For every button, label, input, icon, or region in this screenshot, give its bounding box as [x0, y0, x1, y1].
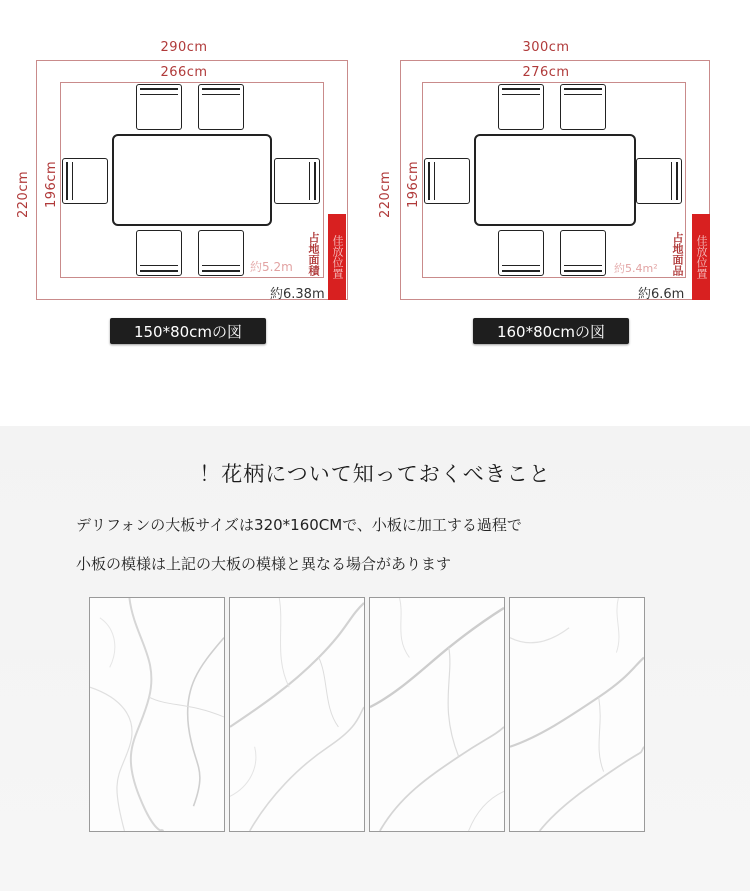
chair-top-right: [198, 84, 244, 130]
inner-depth-label: 196cm: [44, 160, 59, 208]
chair-right: [274, 158, 320, 204]
caption-badge-150x80: 150*80cmの図: [110, 318, 266, 344]
inner-width-label: 266cm: [160, 65, 208, 80]
chair-right: [636, 158, 682, 204]
layout-diagrams-section: [0, 0, 750, 426]
marble-panel-4: [509, 597, 645, 832]
inner-width-label: 276cm: [522, 65, 570, 80]
marble-veins: [90, 598, 224, 831]
inner-depth-label: 196cm: [406, 160, 421, 208]
placement-bar: 佳放位置: [328, 214, 346, 300]
chair-bottom-left: [136, 230, 182, 276]
footprint-label: 占地面積: [307, 232, 320, 276]
outer-depth-label: 220cm: [16, 170, 31, 218]
chair-left: [424, 158, 470, 204]
inner-area-label: 約5.4m²: [614, 262, 658, 275]
caption-badge-160x80: 160*80cmの図: [473, 318, 629, 344]
outer-width-label: 300cm: [522, 40, 570, 55]
marble-panel-1: [89, 597, 225, 832]
outer-area-label: 約6.6m: [638, 287, 685, 302]
marble-veins: [510, 598, 644, 831]
marble-veins: [230, 598, 364, 831]
placement-bar: 佳放位置: [692, 214, 710, 300]
footprint-label: 占地面品: [671, 232, 684, 276]
layout-diagram-150x80: [14, 38, 354, 308]
marble-veins: [370, 598, 504, 831]
chair-top-left: [136, 84, 182, 130]
layout-diagram-160x80: [376, 38, 716, 308]
notice-title: ！花柄について知っておくべきこと: [199, 462, 551, 486]
marble-panel-2: [229, 597, 365, 832]
chair-bottom-left: [498, 230, 544, 276]
dining-table: [112, 134, 272, 226]
notice-line-1: デリフォンの大板サイズは320*160CMで、小板に加工する過程で: [76, 516, 522, 534]
outer-width-label: 290cm: [160, 40, 208, 55]
chair-bottom-right: [198, 230, 244, 276]
marble-panel-3: [369, 597, 505, 832]
dining-table: [474, 134, 636, 226]
inner-area-label: 約5.2m: [250, 260, 293, 274]
chair-left: [62, 158, 108, 204]
chair-top-right: [560, 84, 606, 130]
outer-area-label: 約6.38m: [270, 287, 325, 302]
chair-top-left: [498, 84, 544, 130]
outer-depth-label: 220cm: [378, 170, 393, 218]
chair-bottom-right: [560, 230, 606, 276]
notice-line-2: 小板の模様は上記の大板の模様と異なる場合があります: [76, 555, 452, 573]
